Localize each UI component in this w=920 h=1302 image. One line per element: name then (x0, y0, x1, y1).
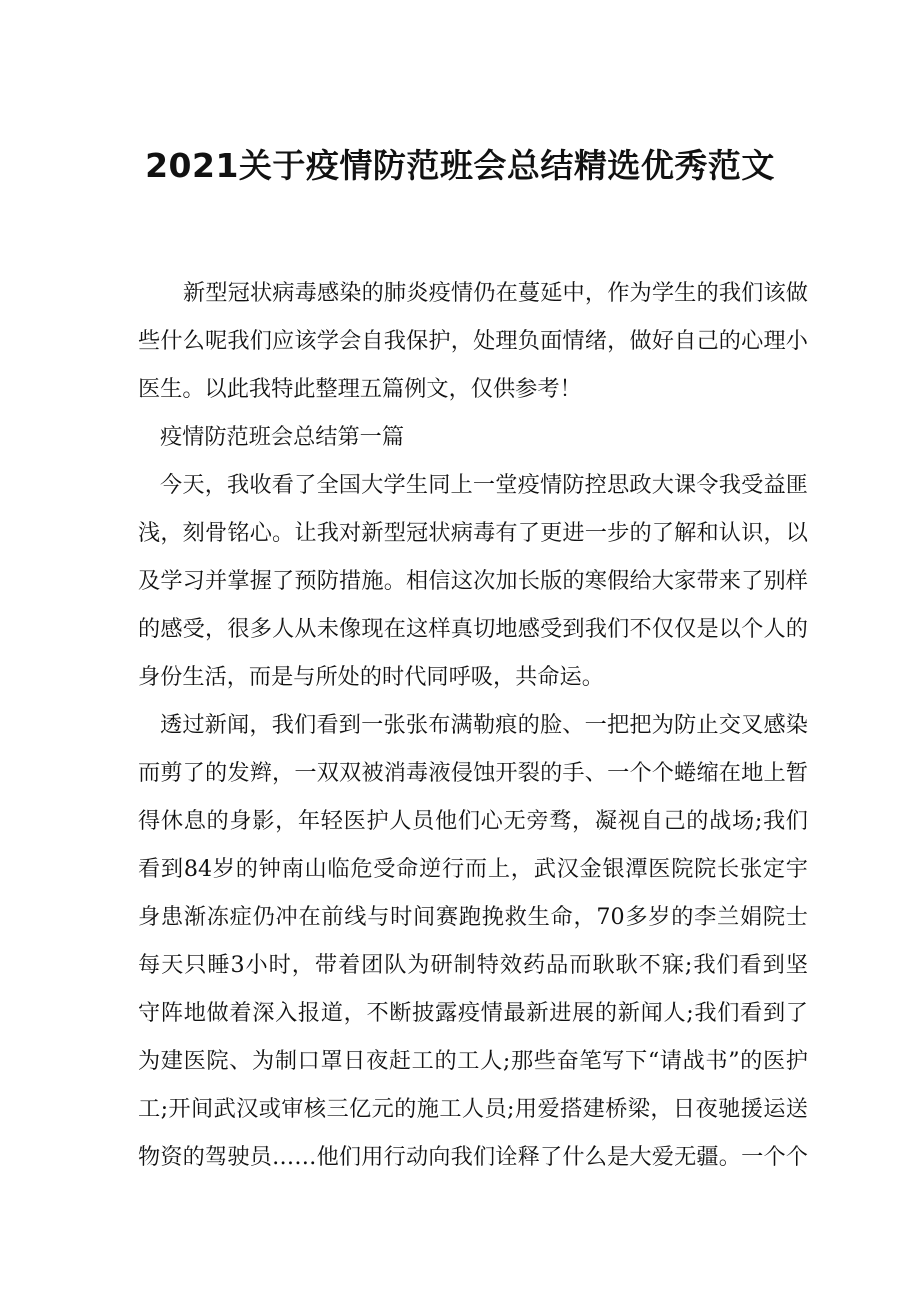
text-line: 每天只睡3小时，带着团队为研制特效药品而耿耿不寐;我们看到坚 (138, 952, 808, 978)
text-line: 看到84岁的钟南山临危受命逆行而上，武汉金银潭医院院长张定宇 (138, 856, 808, 882)
paragraph (138, 461, 808, 701)
text-line: 守阵地做着深入报道，不断披露疫情最新进展的新闻人;我们看到了 (138, 1000, 808, 1026)
text-line: 浅，刻骨铭心。让我对新型冠状病毒有了更进一步的了解和认识，以 (138, 520, 808, 546)
paragraph (138, 269, 808, 413)
text-line: 些什么呢我们应该学会自我保护，处理负面情绪，做好自己的心理小 (138, 328, 808, 354)
text-line: 医生。以此我特此整理五篇例文，仅供参考！ (138, 376, 582, 402)
text-line: 而剪了的发辫，一双双被消毒液侵蚀开裂的手、一个个蜷缩在地上暂 (138, 760, 808, 786)
paragraph (138, 701, 808, 1181)
text-line: 为建医院、为制口罩日夜赶工的工人;那些奋笔写下“请战书”的医护 (138, 1048, 808, 1074)
text-line: 身份生活，而是与所处的时代同呼吸，共命运。 (138, 664, 604, 690)
text-line: 新型冠状病毒感染的肺炎疫情仍在蔓延中，作为学生的我们该做 (183, 280, 808, 306)
document-title: 2021关于疫情防范班会总结精选优秀范文 (145, 146, 775, 185)
text-line: 工;开间武汉或审核三亿元的施工人员;用爱搭建桥梁，日夜驰援运送 (138, 1096, 808, 1122)
text-line: 身患渐冻症仍冲在前线与时间赛跑挽救生命，70多岁的李兰娟院士 (138, 904, 808, 930)
text-line: 得休息的身影，年轻医护人员他们心无旁骛，凝视自己的战场;我们 (138, 808, 808, 834)
text-line: 疫情防范班会总结第一篇 (160, 424, 405, 450)
document-body (138, 269, 808, 1181)
text-line: 今天，我收看了全国大学生同上一堂疫情防控思政大课令我受益匪 (160, 472, 808, 498)
text-line: 及学习并掌握了预防措施。相信这次加长版的寒假给大家带来了别样 (138, 568, 808, 594)
text-line: 的感受，很多人从未像现在这样真切地感受到我们不仅仅是以个人的 (138, 616, 808, 642)
text-line: 物资的驾驶员……他们用行动向我们诠释了什么是大爱无疆。一个个 (138, 1144, 808, 1170)
section-heading (138, 413, 808, 461)
text-line: 透过新闻，我们看到一张张布满勒痕的脸、一把把为防止交叉感染 (160, 712, 808, 738)
